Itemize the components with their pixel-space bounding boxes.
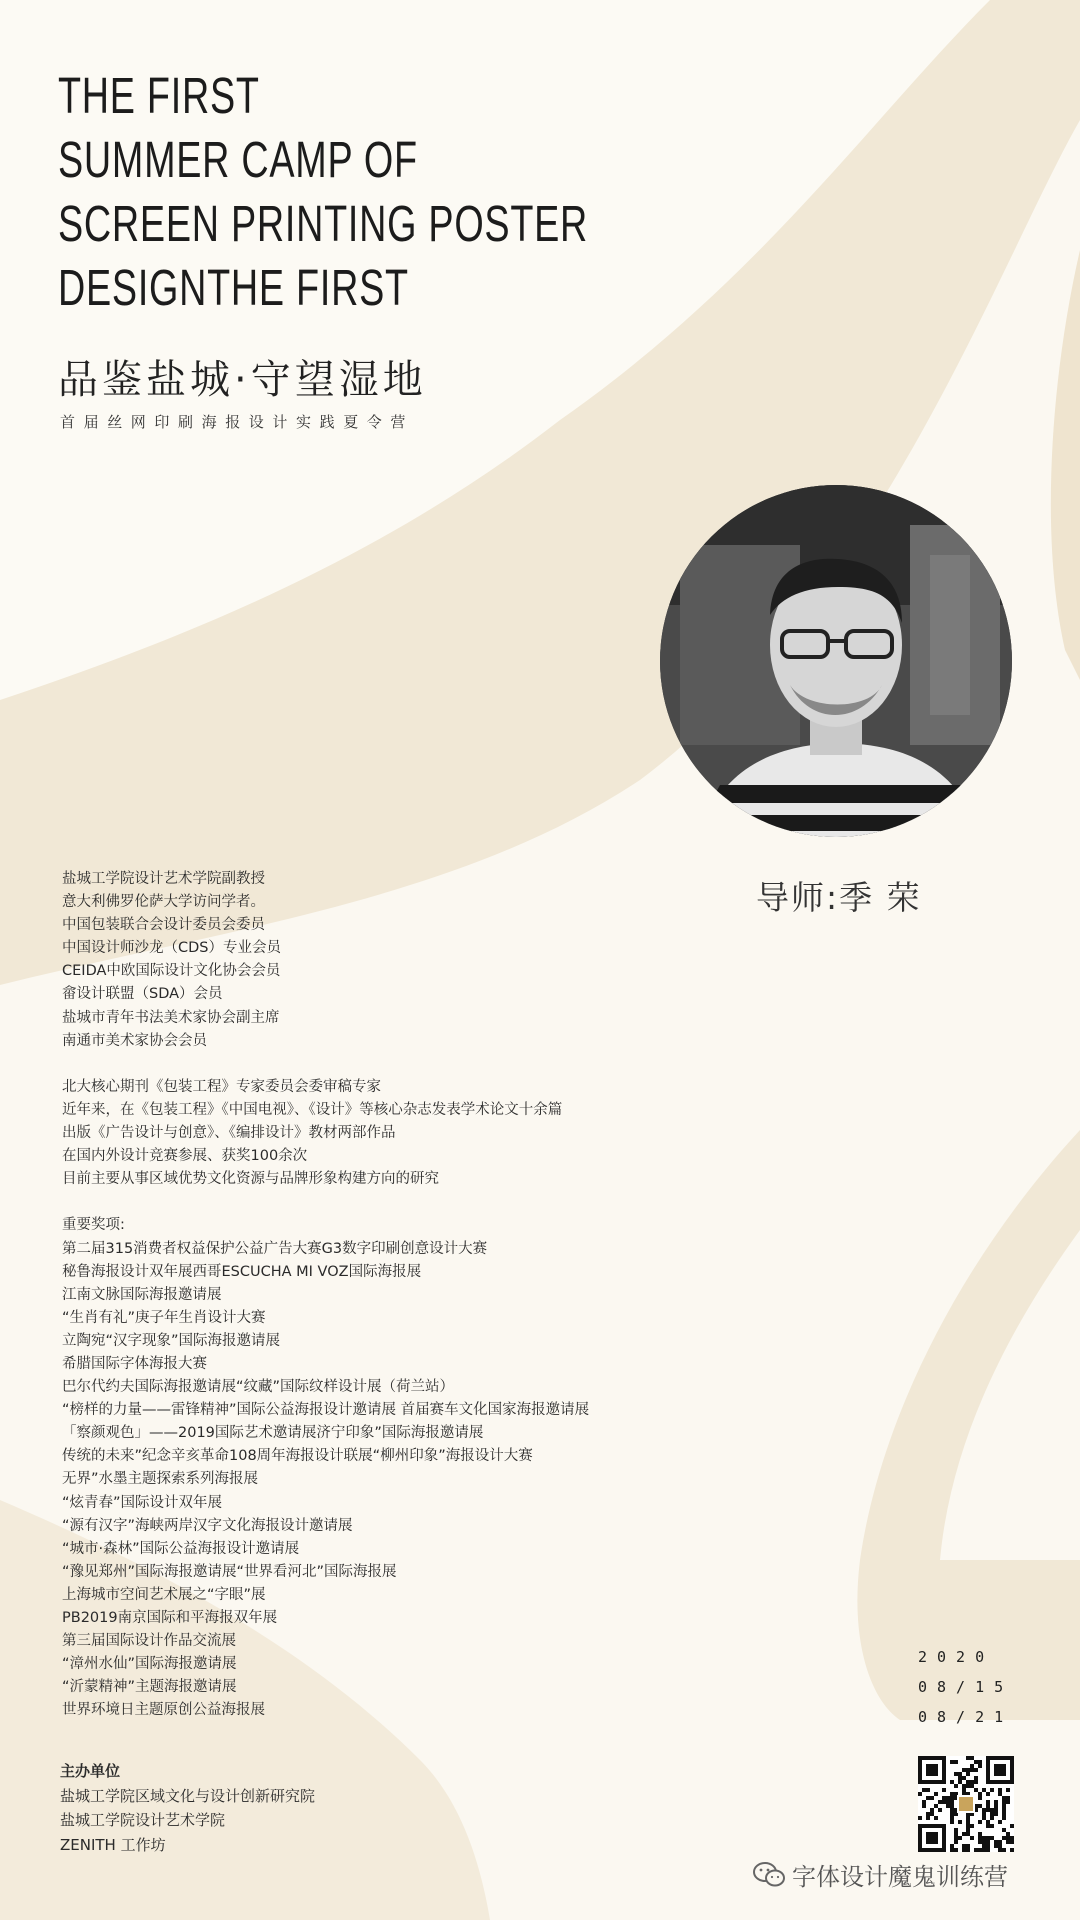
organizer-item: 盐城工学院设计艺术学院 (60, 1811, 226, 1829)
mentor-name: 季 荣 (839, 878, 922, 917)
award-item: 第二届315消费者权益保护公益广告大赛G3数字印刷创意设计大赛 (62, 1240, 488, 1257)
date-start: 08/15 (918, 1678, 1014, 1696)
bio-line: 南通市美术家协会会员 (62, 1032, 207, 1049)
award-item: “炫青春”国际设计双年展 (62, 1494, 223, 1511)
wechat-icon (752, 1861, 786, 1889)
mentor-label: 导师: (756, 878, 840, 917)
organizers (60, 1759, 315, 1857)
qr-code-icon (918, 1756, 1014, 1852)
watermark (752, 1857, 1008, 1892)
organizers-heading: 主办单位 (60, 1762, 121, 1780)
chinese-title: 品鉴盐城·守望湿地 (58, 357, 427, 403)
bio-line: 目前主要从事区域优势文化资源与品牌形象构建方向的研究 (62, 1171, 439, 1188)
award-item: “榜样的力量——雷锋精神”国际公益海报设计邀请展 首届赛车文化国家海报邀请展 (62, 1402, 590, 1419)
title-line: SCREEN PRINTING POSTER (58, 195, 589, 252)
awards-heading: 重要奖项: (62, 1217, 125, 1234)
award-item: 希腊国际字体海报大赛 (62, 1355, 207, 1372)
bio-line: CEIDA中欧国际设计文化协会会员 (62, 963, 281, 980)
date-end: 08/21 (918, 1708, 1014, 1726)
organizer-item: 盐城工学院区域文化与设计创新研究院 (60, 1786, 316, 1805)
bio-line: 北大核心期刊《包装工程》专家委员会委审稿专家 (62, 1078, 381, 1095)
date-year: 2020 (918, 1648, 995, 1666)
award-item: “源有汉字”海峡两岸汉字文化海报设计邀请展 (62, 1517, 353, 1534)
awards-section (62, 1214, 702, 1722)
bio-line: 盐城工学院设计艺术学院副教授 (62, 871, 265, 887)
mentor-name-line (756, 872, 922, 919)
award-item: “豫见郑州”国际海报邀请展“世界看河北”国际海报展 (62, 1563, 397, 1580)
bio-section-1 (62, 868, 702, 1053)
award-item: 秘鲁海报设计双年展西哥ESCUCHA MI VOZ国际海报展 (62, 1263, 422, 1280)
bio-line: 中国设计师沙龙（CDS）专业会员 (62, 940, 281, 957)
bio-line: 中国包装联合会设计委员会委员 (62, 917, 265, 934)
bio-line: 近年来，在《包装工程》《中国电视》、《设计》等核心杂志发表学术论文十余篇 (62, 1101, 563, 1118)
bio-line: 畲设计联盟（SDA）会员 (62, 986, 223, 1003)
title-line: THE FIRST (58, 67, 260, 124)
bio-line: 在国内外设计竞赛参展、获奖100余次 (62, 1148, 308, 1165)
event-dates (918, 1642, 1013, 1732)
bio-section-2 (62, 1076, 702, 1191)
bio-line: 出版《广告设计与创意》、《编排设计》教材两部作品 (62, 1125, 396, 1142)
qr-code[interactable] (918, 1756, 1014, 1852)
award-item: 「察颜观色」——2019国际艺术邀请展济宁印象”国际海报邀请展 (62, 1425, 484, 1442)
mentor-portrait (660, 485, 1012, 837)
portrait-image (660, 485, 1012, 837)
english-title (58, 64, 588, 320)
title-line: SUMMER CAMP OF (58, 131, 418, 188)
organizer-item: ZENITH 工作坊 (60, 1835, 166, 1854)
title-line: DESIGNTHE FIRST (58, 259, 409, 316)
award-item: 传统的未来”纪念辛亥革命108周年海报设计联展“柳州印象”海报设计大赛 (62, 1448, 533, 1465)
watermark-text: 字体设计魔鬼训练营 (792, 1863, 1008, 1891)
award-item: 第三届国际设计作品交流展 (62, 1633, 236, 1650)
award-item: 无界”水墨主题探索系列海报展 (62, 1471, 259, 1488)
mentor-bio (62, 868, 702, 1722)
award-item: 世界环境日主题原创公益海报展 (62, 1702, 265, 1719)
chinese-subtitle: 首届丝网印刷海报设计实践夏令营 (60, 413, 415, 431)
bio-line: 盐城市青年书法美术家协会副主席 (62, 1009, 280, 1026)
award-item: 立陶宛“汉字现象”国际海报邀请展 (62, 1332, 281, 1349)
award-item: “生肖有礼”庚子年生肖设计大赛 (62, 1309, 266, 1326)
award-item: “漳州水仙”国际海报邀请展 (62, 1656, 237, 1673)
award-item: “沂蒙精神”主题海报邀请展 (62, 1679, 237, 1696)
award-item: 江南文脉国际海报邀请展 (62, 1286, 222, 1303)
award-item: “城市·森林”国际公益海报设计邀请展 (62, 1540, 300, 1557)
award-item: PB2019南京国际和平海报双年展 (62, 1610, 278, 1626)
award-item: 上海城市空间艺术展之“字眼”展 (62, 1586, 266, 1603)
bio-line: 意大利佛罗伦萨大学访问学者。 (62, 894, 265, 911)
award-item: 巴尔代约夫国际海报邀请展“纹藏”国际纹样设计展（荷兰站） (62, 1379, 455, 1396)
